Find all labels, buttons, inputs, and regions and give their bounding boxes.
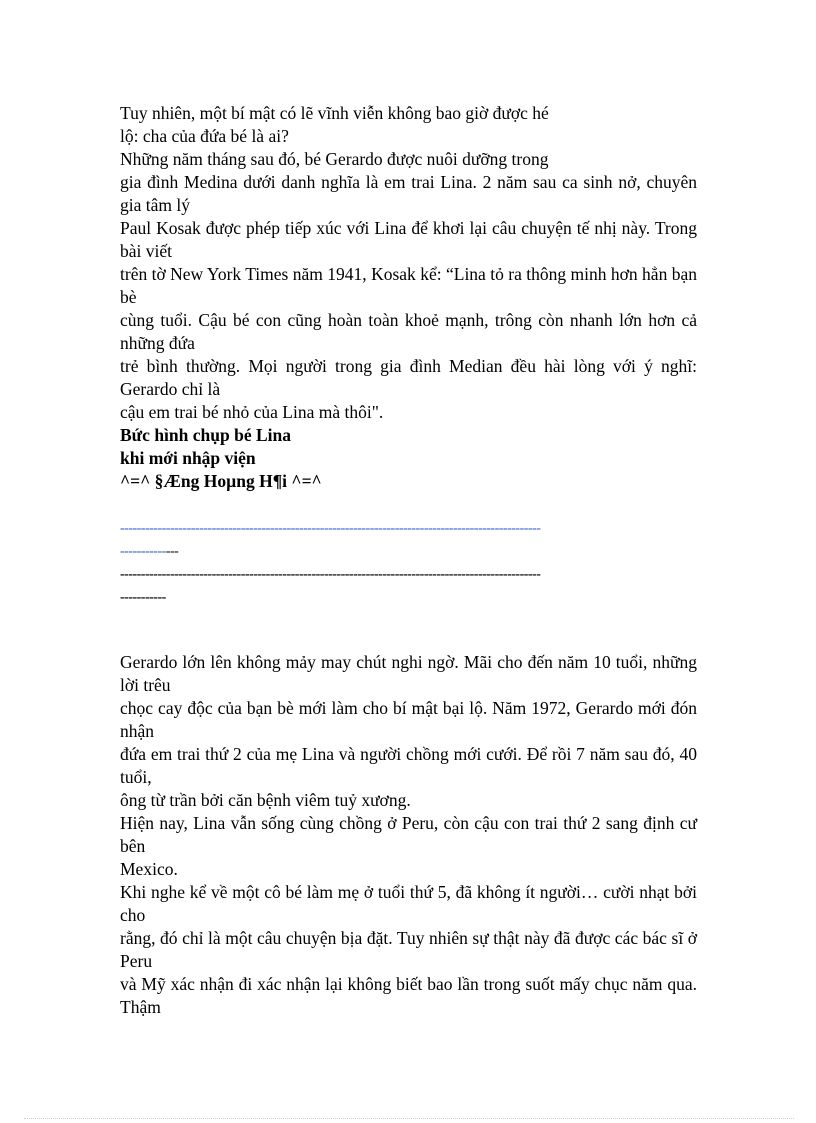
text-line: Gerardo lớn lên không mảy may chút nghi ngờ. Mãi cho đến năm 10 tuổi, những lời trêu (120, 652, 697, 695)
separator-tail-black: ----------- (120, 590, 166, 605)
separator-line-black: ----------------------------------------------------------------------------------------------------- (120, 567, 541, 582)
caption-line: khi mới nhập viện (120, 448, 256, 468)
text-line: Paul Kosak được phép tiếp xúc với Lina để khơi lại câu chuyện tế nhị này. Trong bài viết (120, 218, 697, 261)
text-line: chọc cay độc của bạn bè mới làm cho bí mật bại lộ. Năm 1972, Gerardo mới đón nhận (120, 698, 697, 741)
text-line: Tuy nhiên, một bí mật có lẽ vĩnh viễn không bao giờ được hé (120, 103, 549, 123)
text-line: trẻ bình thường. Mọi người trong gia đình Median đều hài lòng với ý nghĩ: Gerardo chỉ là (120, 356, 697, 399)
text-line: Khi nghe kể về một cô bé làm mẹ ở tuổi thứ 5, đã không ít người… cười nhạt bởi cho (120, 882, 697, 925)
image-caption (120, 424, 697, 470)
page-bottom-border (24, 1118, 794, 1120)
text-line: cùng tuổi. Cậu bé con cũng hoàn toàn khoẻ mạnh, trông còn nhanh lớn hơn cả những đứa (120, 310, 697, 353)
text-line: trên tờ New York Times năm 1941, Kosak kể: “Lina tỏ ra thông minh hơn hẳn bạn bè (120, 264, 697, 307)
text-line: Những năm tháng sau đó, bé Gerardo được nuôi dưỡng trong (120, 149, 549, 169)
text-line: Mexico. (120, 859, 178, 879)
text-line: ông từ trần bởi căn bệnh viêm tuỷ xương. (120, 790, 411, 810)
text-line: gia đình Medina dưới danh nghĩa là em trai Lina. 2 năm sau ca sinh nở, chuyên gia tâm lý (120, 172, 697, 215)
separator-line-blue: ----------------------------------------------------------------------------------------------------- (120, 521, 541, 536)
text-line: đứa em trai thứ 2 của mẹ Lina và người chồng mới cưới. Để rồi 7 năm sau đó, 40 tuổi, (120, 744, 697, 787)
text-line: lộ: cha của đứa bé là ai? (120, 126, 289, 146)
text-line: Hiện nay, Lina vẫn sống cùng chồng ở Peru, còn cậu con trai thứ 2 sang định cư bên (120, 813, 697, 856)
text-line: và Mỹ xác nhận đi xác nhận lại không biết bao lần trong suốt mấy chục năm qua. Thậm (120, 974, 697, 1017)
paragraph-secret (120, 102, 697, 424)
separator-block (120, 517, 697, 609)
author-signature: ^=^ §Æng Hoµng H¶i ^=^ (120, 471, 322, 491)
caption-line: Bức hình chụp bé Lina (120, 425, 291, 445)
paragraph-gerardo (120, 651, 697, 1019)
separator-tail-suffix: --- (165, 544, 179, 559)
text-line: rằng, đó chỉ là một câu chuyện bịa đặt. Tuy nhiên sự thật này đã được các bác sĩ ở Peru (120, 928, 697, 971)
separator-tail-blue-row (120, 540, 697, 563)
text-line: cậu em trai bé nhỏ của Lina mà thôi". (120, 402, 384, 422)
separator-tail-blue: ----------- (120, 544, 166, 559)
document-body (120, 102, 697, 1019)
